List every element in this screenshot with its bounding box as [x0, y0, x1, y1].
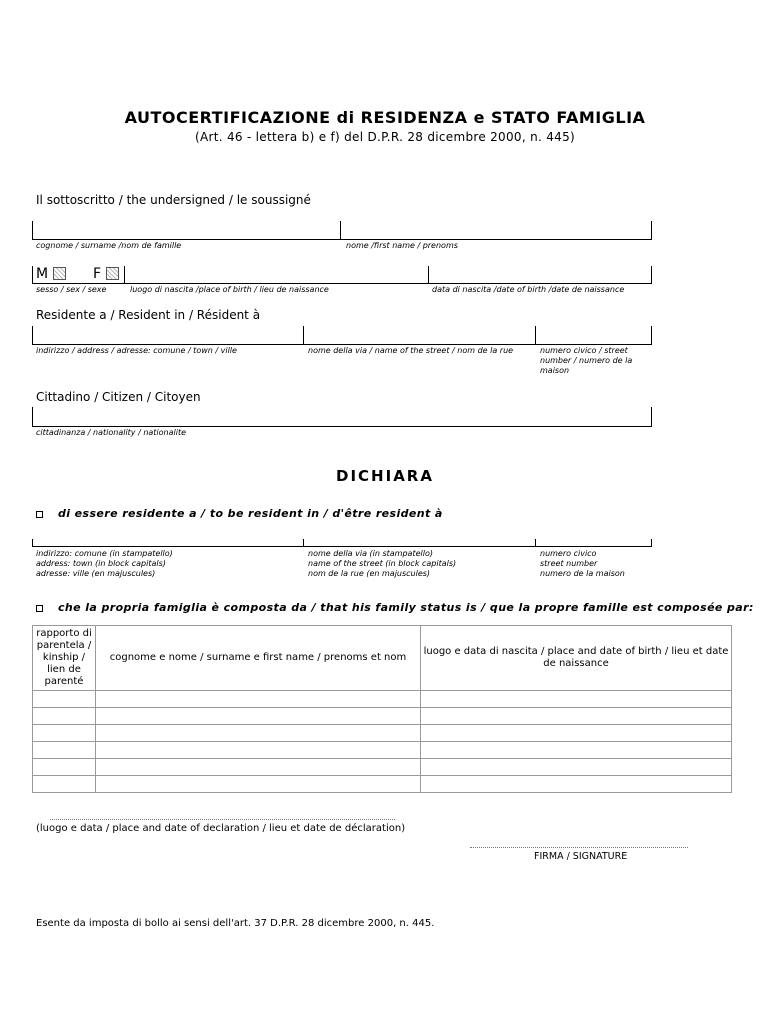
family-checkbox[interactable]	[36, 605, 43, 612]
field-tick	[32, 221, 33, 239]
family-table	[32, 625, 732, 793]
citizenship-label: Cittadino / Citizen / Citoyen	[36, 390, 201, 404]
field-tick	[651, 266, 652, 283]
caption-line: indirizzo: comune (in stampatello)	[36, 549, 173, 558]
field-tick	[124, 266, 125, 283]
family-statement: che la propria famiglia è composta da / that his family status is / que la propre famille est composée par:	[58, 601, 754, 614]
table-row	[33, 776, 732, 793]
residence-number-caption: numero civico / street number / numero de la maison	[540, 346, 633, 375]
birthdate-caption: data di nascita /date of birth /date de naissance	[432, 285, 625, 294]
field-tick	[651, 221, 652, 239]
name-cell[interactable]	[96, 759, 421, 776]
field-tick	[651, 539, 652, 546]
field-tick	[303, 326, 304, 344]
residence-address-caption: indirizzo / address / adresse: comune / town / ville	[36, 346, 237, 355]
field-tick	[651, 326, 652, 344]
table-row	[33, 742, 732, 759]
sex-caption: sesso / sex / sexe	[36, 285, 107, 294]
male-checkbox[interactable]	[53, 267, 66, 280]
field-tick	[535, 326, 536, 344]
caption-line: nom de la rue (en majuscules)	[308, 569, 431, 578]
resident-statement: di essere residente a / to be resident in / d'être resident à	[58, 507, 443, 520]
birthplace-caption: luogo di nascita /place of birth / lieu de naissance	[130, 285, 329, 294]
undersigned-label: Il sottoscritto / the undersigned / le soussigné	[36, 193, 311, 207]
family-table-header	[33, 626, 732, 691]
field-tick	[340, 221, 341, 239]
declared-street-caption	[308, 549, 456, 579]
birth-cell[interactable]	[421, 708, 732, 725]
table-row	[33, 725, 732, 742]
caption-line: address: town (in block capitals)	[36, 559, 166, 568]
table-row	[33, 759, 732, 776]
birth-line	[32, 283, 652, 284]
kinship-cell[interactable]	[33, 725, 96, 742]
caption-line: numero civico	[540, 549, 597, 558]
caption-line: numero de la maison	[540, 569, 625, 578]
caption-line: nome della via (in stampatello)	[308, 549, 433, 558]
birth-cell[interactable]	[421, 725, 732, 742]
declared-address-line	[32, 546, 652, 547]
field-tick	[32, 407, 33, 426]
citizenship-line	[32, 426, 652, 427]
surname-caption: cognome / surname /nom de famille	[36, 241, 182, 250]
residence-street-caption: nome della via / name of the street / nom de la rue	[308, 346, 514, 355]
kinship-cell[interactable]	[33, 742, 96, 759]
place-date-caption: (luogo e data / place and date of declaration / lieu et date de déclaration)	[36, 823, 406, 834]
signature-line[interactable]	[470, 847, 688, 848]
field-tick	[32, 326, 33, 344]
resident-checkbox[interactable]	[36, 511, 43, 518]
birth-cell[interactable]	[421, 691, 732, 708]
field-tick	[535, 539, 536, 546]
name-cell[interactable]	[96, 742, 421, 759]
table-row	[33, 691, 732, 708]
male-letter: M	[36, 266, 49, 282]
name-cell[interactable]	[96, 725, 421, 742]
birth-cell[interactable]	[421, 742, 732, 759]
field-tick	[32, 266, 33, 283]
kinship-cell[interactable]	[33, 776, 96, 793]
residence-line	[32, 344, 652, 345]
declared-town-caption	[36, 549, 173, 579]
header-name: cognome e nome / surname e first name / prenoms et nom	[96, 626, 421, 691]
signature-caption: FIRMA / SIGNATURE	[534, 851, 628, 862]
place-date-line[interactable]	[50, 819, 395, 820]
surname-name-line	[32, 239, 652, 240]
caption-line: street number	[540, 559, 598, 568]
female-letter: F	[93, 266, 102, 282]
form-subtitle: (Art. 46 - lettera b) e f) del D.P.R. 28 dicembre 2000, n. 445)	[194, 130, 576, 144]
field-tick	[651, 407, 652, 426]
header-birth: luogo e data di nascita / place and date of birth / lieu et date de naissance	[421, 626, 732, 691]
declared-number-caption	[540, 549, 625, 579]
female-checkbox[interactable]	[106, 267, 119, 280]
form-title: AUTOCERTIFICAZIONE di RESIDENZA e STATO FAMIGLIA	[124, 108, 646, 127]
residence-label: Residente a / Resident in / Résident à	[36, 308, 261, 322]
caption-line: adresse: ville (en majuscules)	[36, 569, 156, 578]
citizenship-caption: cittadinanza / nationality / nationalite	[36, 428, 187, 437]
field-tick	[428, 266, 429, 283]
kinship-cell[interactable]	[33, 691, 96, 708]
declaration-heading: DICHIARA	[336, 467, 434, 485]
kinship-cell[interactable]	[33, 708, 96, 725]
header-kinship: rapporto di parentela / kinship / lien de parenté	[33, 626, 96, 691]
field-tick	[32, 539, 33, 546]
field-tick	[303, 539, 304, 546]
table-row	[33, 708, 732, 725]
stamp-exemption-note: Esente da imposta di bollo ai sensi dell'art. 37 D.P.R. 28 dicembre 2000, n. 445.	[36, 918, 435, 929]
name-cell[interactable]	[96, 708, 421, 725]
birth-cell[interactable]	[421, 776, 732, 793]
caption-line: name of the street (in block capitals)	[308, 559, 457, 568]
birth-cell[interactable]	[421, 759, 732, 776]
kinship-cell[interactable]	[33, 759, 96, 776]
name-cell[interactable]	[96, 776, 421, 793]
firstname-caption: nome /first name / prenoms	[346, 241, 458, 250]
name-cell[interactable]	[96, 691, 421, 708]
